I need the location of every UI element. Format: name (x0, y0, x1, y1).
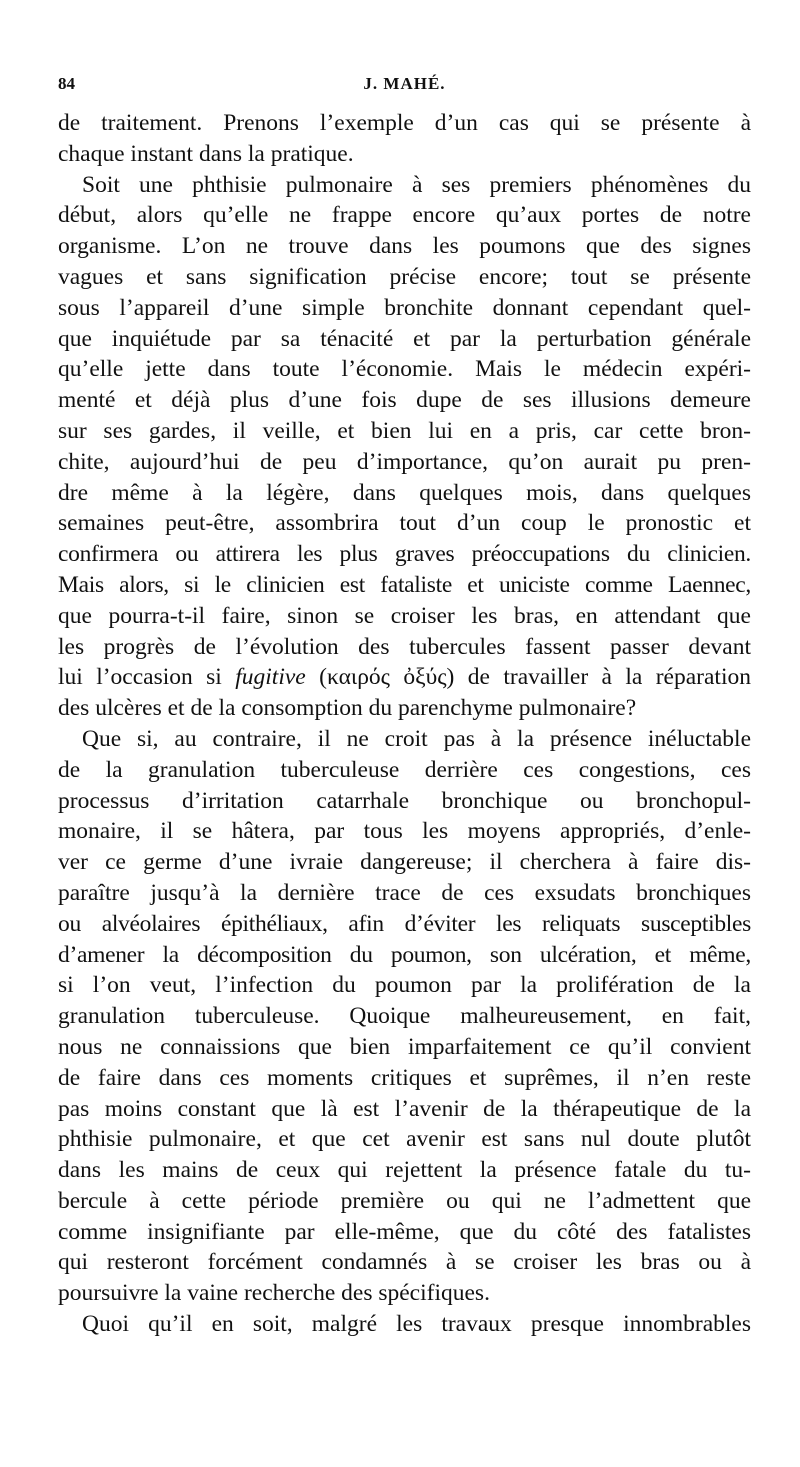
running-header (58, 74, 751, 100)
text-line: Quoi qu’il en soit, malgré les travaux presque innombrables (82, 1311, 751, 1338)
text-line: que pourra-t-il faire, sinon se croiser les bras, en attendant que (58, 602, 751, 629)
text-line: que inquiétude par sa ténacité et par la perturbation générale (58, 325, 751, 352)
text-line: phthisie pulmonaire, et que cet avenir est sans nul doute plutôt (58, 1126, 751, 1153)
text-line: dans les mains de ceux qui rejettent la présence fatale du tu- (58, 1157, 751, 1184)
text-line: chaque instant dans la pratique. (58, 140, 354, 167)
text-line-with-emphasis (58, 662, 751, 693)
text-line: confirmera ou attirera les plus graves préoccupations du clinicien. (58, 541, 751, 568)
text-line: de la granulation tuberculeuse derrière ces congestions, ces (58, 756, 751, 783)
text-line: sur ses gardes, il veille, et bien lui en a pris, car cette bron- (58, 417, 751, 444)
text-line: sous l’appareil d’une simple bronchite donnant cependant quel- (58, 294, 751, 321)
body-text (58, 108, 751, 1340)
text-line: si l’on veut, l’infection du poumon par la prolifération de la (58, 972, 751, 999)
text-line: ou alvéolaires épithéliaux, afin d’éviter les reliquats susceptibles (58, 910, 751, 937)
text-line: Que si, au contraire, il ne croit pas à la présence inéluctable (82, 725, 751, 752)
text-fragment: (καιρός ὀξύς) de travailler à la réparation (305, 664, 751, 691)
text-line: de traitement. Prenons l’exemple d’un cas qui se présente à (58, 110, 751, 136)
text-line: granulation tuberculeuse. Quoique malheureusement, en fait, (58, 1003, 751, 1030)
text-line: qu’elle jette dans toute l’économie. Mais le médecin expéri- (58, 356, 751, 383)
text-line: processus d’irritation catarrhale bronchique ou bronchopul- (58, 787, 751, 814)
text-line: poursuivre la vaine recherche des spécifiques. (58, 1280, 490, 1307)
text-fragment: lui l’occasion si (58, 664, 236, 691)
text-line: des ulcères et de la consomption du parenchyme pulmonaire? (58, 695, 637, 722)
text-line: d’amener la décomposition du poumon, son ulcération, et même, (58, 941, 751, 968)
emphasized-word: fugitive (235, 664, 306, 691)
page-number: 84 (58, 74, 75, 93)
text-line: Soit une phthisie pulmonaire à ses premiers phénomènes du (82, 171, 751, 198)
text-line: pas moins constant que là est l’avenir de la thérapeutique de la (58, 1095, 751, 1122)
text-line: dre même à la légère, dans quelques mois, dans quelques (58, 479, 751, 506)
text-line: paraître jusqu’à la dernière trace de ces exsudats bronchiques (58, 879, 751, 906)
running-title: J. MAHÉ. (363, 74, 446, 93)
text-line: début, alors qu’elle ne frappe encore qu’aux portes de notre (58, 202, 751, 229)
text-line: bercule à cette période première ou qui ne l’admettent que (58, 1187, 751, 1214)
text-line: organisme. L’on ne trouve dans les poumons que des signes (58, 233, 751, 260)
text-line: comme insignifiante par elle-même, que du côté des fatalistes (58, 1218, 751, 1245)
text-line: qui resteront forcément condamnés à se croiser les bras ou à (58, 1249, 751, 1276)
text-line: monaire, il se hâtera, par tous les moyens appropriés, d’enle- (58, 818, 751, 845)
text-line: semaines peut-être, assombrira tout d’un coup le pronostic et (58, 510, 751, 537)
text-line: les progrès de l’évolution des tubercules fassent passer devant (58, 633, 751, 660)
text-line: nous ne connaissions que bien imparfaitement ce qu’il convient (58, 1033, 751, 1060)
text-line: Mais alors, si le clinicien est fataliste et uniciste comme Laennec, (58, 571, 751, 598)
text-line: chite, aujourd’hui de peu d’importance, qu’on aurait pu pren- (58, 448, 751, 475)
text-line: menté et déjà plus d’une fois dupe de ses illusions demeure (58, 387, 751, 414)
text-line: de faire dans ces moments critiques et suprêmes, il n’en reste (58, 1064, 751, 1091)
text-line: ver ce germe d’une ivraie dangereuse; il cherchera à faire dis- (58, 849, 751, 876)
text-line: vagues et sans signification précise encore; tout se présente (58, 263, 751, 290)
